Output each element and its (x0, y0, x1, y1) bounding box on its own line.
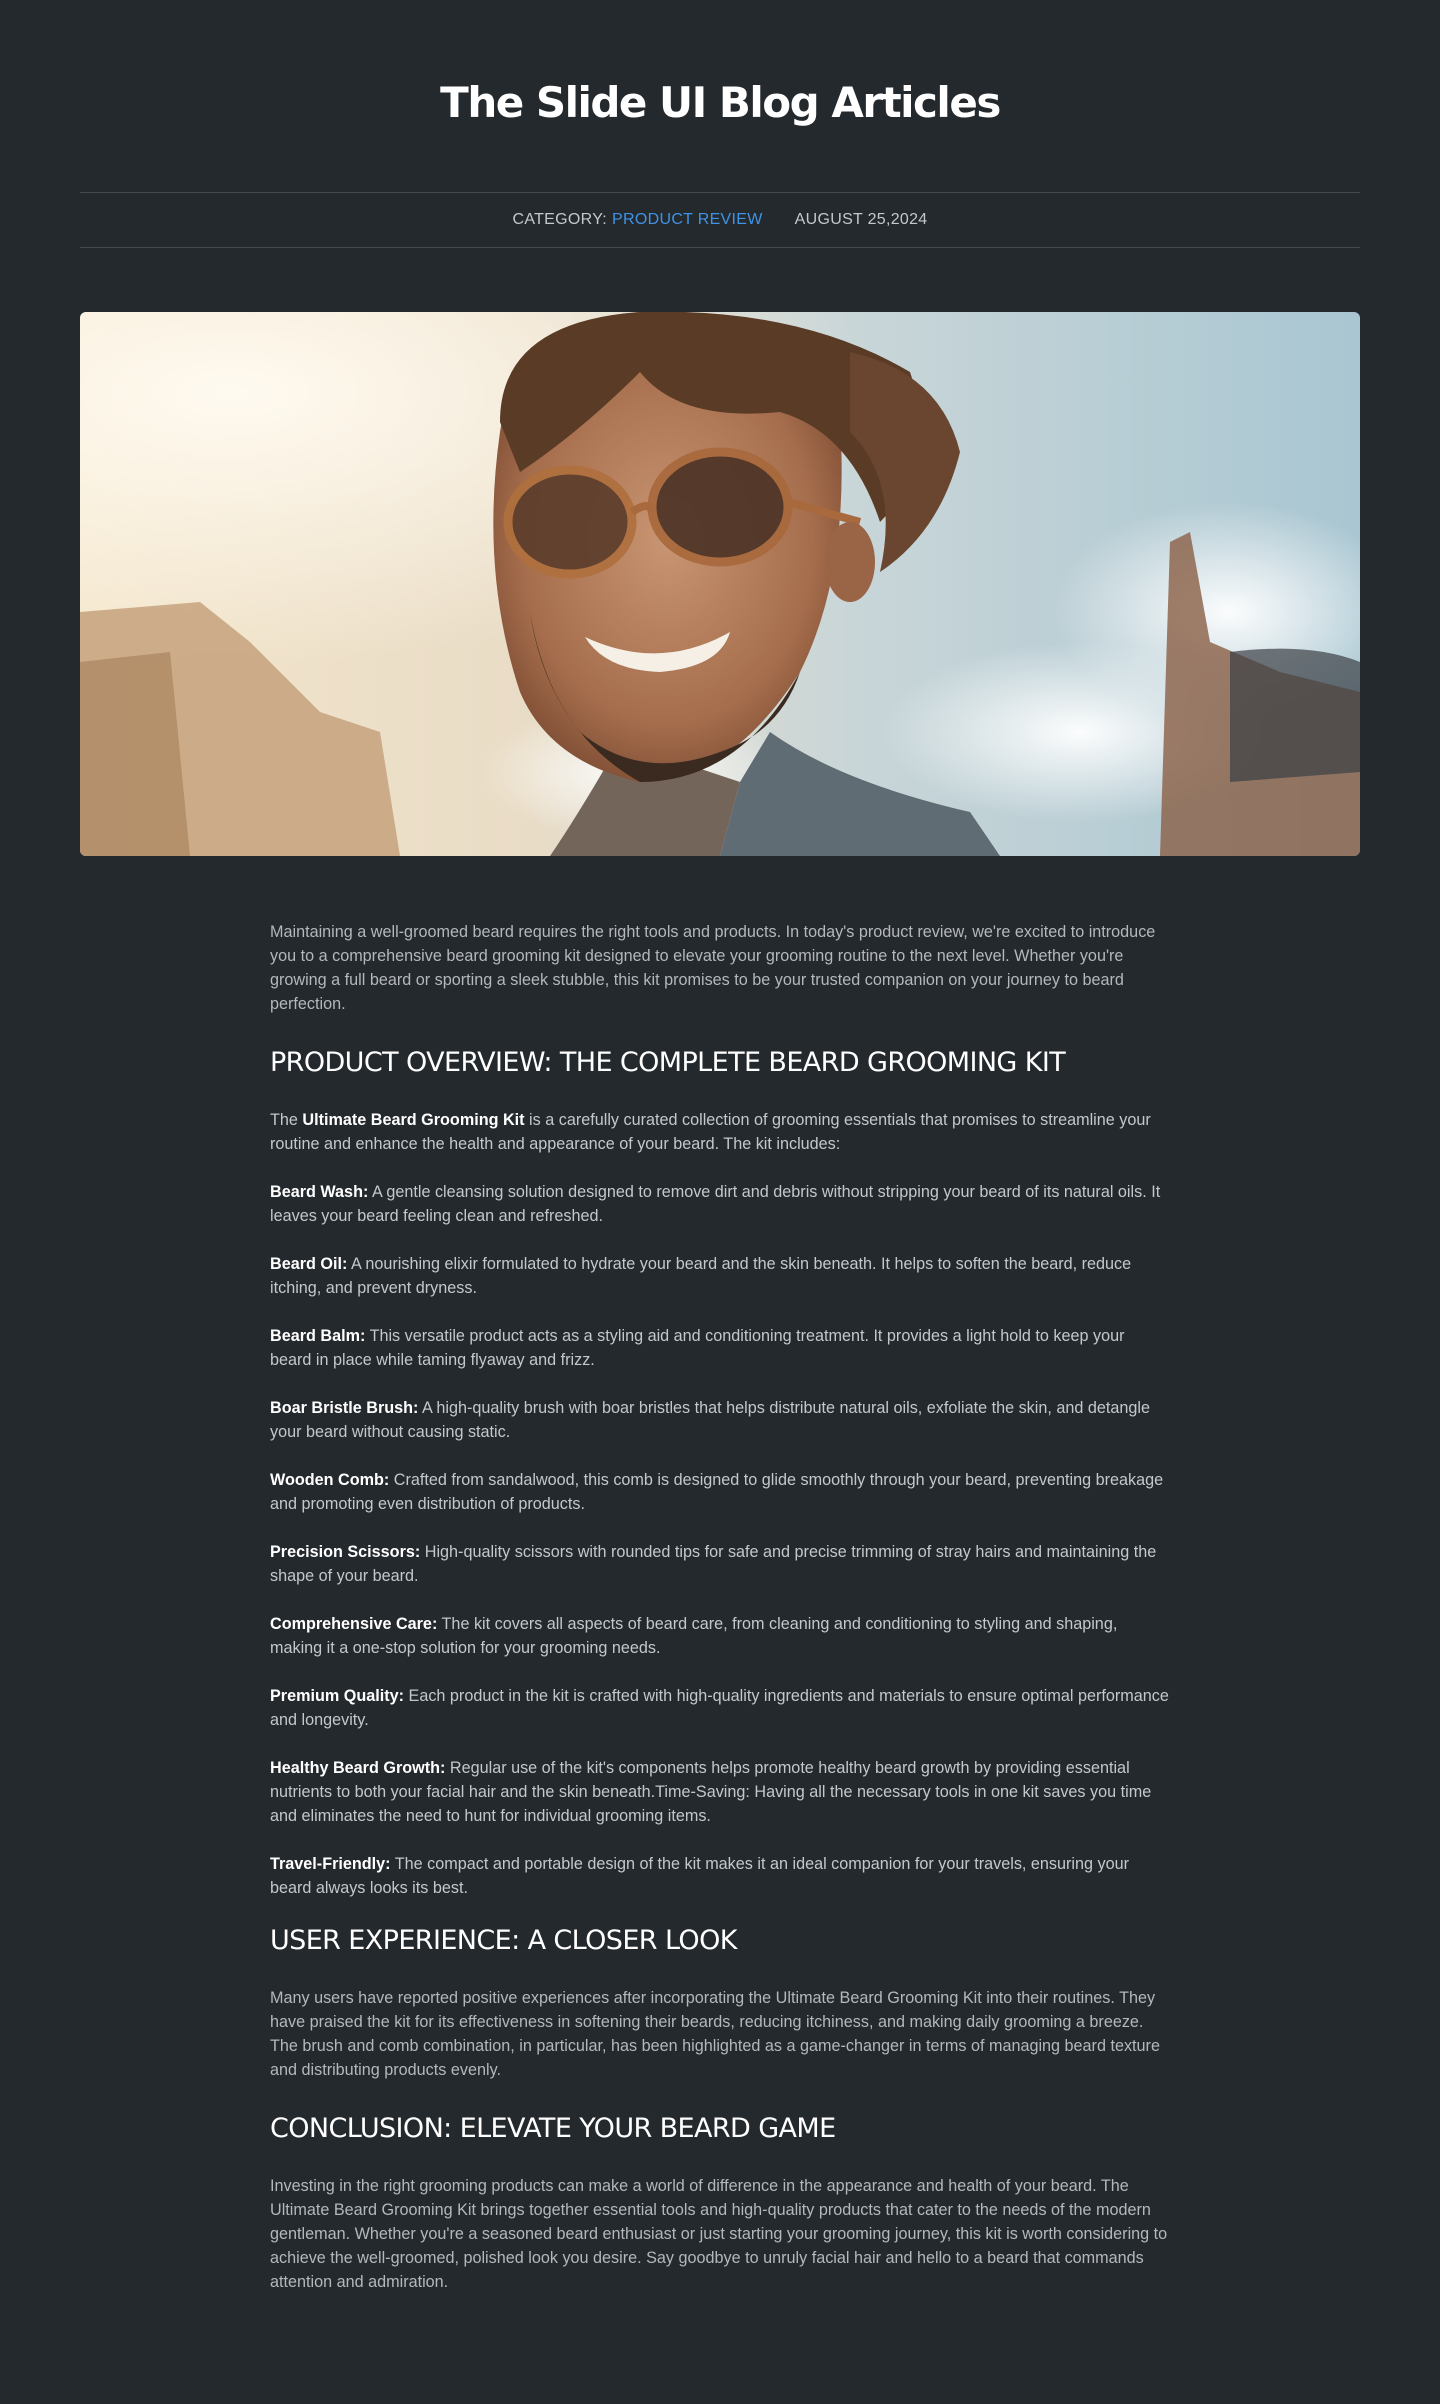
kit-item-title: Wooden Comb: (270, 1471, 390, 1489)
kit-item (270, 1252, 1170, 1300)
kit-items-list (270, 1180, 1170, 1900)
kit-item-text: High-quality scissors with rounded tips for safe and precise trimming of stray hairs and maintaining the shape of your beard. (270, 1543, 1157, 1585)
category-link[interactable]: PRODUCT REVIEW (612, 211, 763, 228)
conclusion-paragraph: Investing in the right grooming products can make a world of difference in the appearance and health of your beard. The Ultimate Beard Grooming Kit brings together essential tools and high-quality products that cater to the needs of the modern gentleman. Whether you're a seasoned beard enthusiast or just starting your grooming journey, this kit is worth considering to achieve the well-groomed, polished look you desire. Say goodbye to unruly facial hair and hello to a beard that commands attention and admiration. (270, 2177, 1168, 2291)
kit-item (270, 1180, 1170, 1228)
kit-item-text: Each product in the kit is crafted with high-quality ingredients and materials to ensure optimal performance and longevity. (270, 1687, 1169, 1729)
overview-lead-after: is a carefully curated collection of grooming essentials that promises to streamline your routine and enhance the health and appearance of your beard. The kit includes: (270, 1111, 1151, 1153)
kit-item-title: Beard Balm: (270, 1327, 366, 1345)
experience-heading: USER EXPERIENCE: A CLOSER LOOK (270, 1925, 737, 1956)
kit-item-title: Beard Wash: (270, 1183, 369, 1201)
kit-item-title: Boar Bristle Brush: (270, 1399, 419, 1417)
intro-paragraph: Maintaining a well-groomed beard requires the right tools and products. In today's product review, we're excited to introduce you to a comprehensive beard grooming kit designed to elevate your grooming routine to the next level. Whether you're growing a full beard or sporting a sleek stubble, this kit promises to be your trusted companion on your journey to beard perfection. (270, 923, 1156, 1013)
kit-item (270, 1540, 1170, 1588)
overview-lead-before: The (270, 1111, 303, 1129)
kit-item-title: Precision Scissors: (270, 1543, 421, 1561)
kit-item-title: Premium Quality: (270, 1687, 405, 1705)
kit-item (270, 1612, 1170, 1660)
kit-item-text: A gentle cleansing solution designed to remove dirt and debris without stripping your beard of its natural oils. It leaves your beard feeling clean and refreshed. (270, 1183, 1161, 1225)
publish-date: AUGUST 25,2024 (794, 211, 928, 228)
category-label: CATEGORY: (512, 211, 608, 228)
product-name: Ultimate Beard Grooming Kit (302, 1111, 525, 1129)
kit-item (270, 1468, 1170, 1516)
overview-heading: PRODUCT OVERVIEW: THE COMPLETE BEARD GROOMING KIT (270, 1047, 1066, 1078)
kit-item-text: The compact and portable design of the kit makes it an ideal companion for your travels, ensuring your beard always looks its best. (270, 1855, 1129, 1897)
article-body (270, 920, 1170, 2294)
kit-item-title: Comprehensive Care: (270, 1615, 438, 1633)
kit-item (270, 1852, 1170, 1900)
page-title: The Slide UI Blog Articles (440, 78, 1000, 127)
kit-item-text: Regular use of the kit's components helps promote healthy beard growth by providing essential nutrients to both your facial hair and the skin beneath.Time-Saving: Having all the necessary tools in one kit saves you time and eliminates the need to hunt for individual grooming items. (270, 1759, 1152, 1825)
kit-item-title: Travel-Friendly: (270, 1855, 391, 1873)
overview-lead (270, 1108, 1170, 1156)
article-meta-bar (80, 192, 1360, 248)
kit-item (270, 1324, 1170, 1372)
kit-item-title: Beard Oil: (270, 1255, 348, 1273)
kit-item-text: A high-quality brush with boar bristles that helps distribute natural oils, exfoliate the skin, and detangle your beard without causing static. (270, 1399, 1150, 1441)
kit-item (270, 1396, 1170, 1444)
experience-paragraph: Many users have reported positive experiences after incorporating the Ultimate Beard Grooming Kit into their routines. They have praised the kit for its effectiveness in softening their beards, reducing itchiness, and making daily grooming a breeze. The brush and comb combination, in particular, has been highlighted as a game-changer in terms of managing beard texture and distributing products evenly. (270, 1989, 1160, 2079)
hero-image (80, 312, 1360, 856)
kit-item-text: Crafted from sandalwood, this comb is designed to glide smoothly through your beard, preventing breakage and promoting even distribution of products. (270, 1471, 1164, 1513)
kit-item-title: Healthy Beard Growth: (270, 1759, 446, 1777)
kit-item (270, 1684, 1170, 1732)
kit-item (270, 1756, 1170, 1828)
kit-item-text: A nourishing elixir formulated to hydrate your beard and the skin beneath. It helps to soften the beard, reduce itching, and prevent dryness. (270, 1255, 1132, 1297)
hero-photo-illustration (80, 312, 1360, 856)
conclusion-heading: CONCLUSION: ELEVATE YOUR BEARD GAME (270, 2113, 836, 2144)
kit-item-text: This versatile product acts as a styling aid and conditioning treatment. It provides a light hold to keep your beard in place while taming flyaway and frizz. (270, 1327, 1125, 1369)
kit-item-text: The kit covers all aspects of beard care, from cleaning and conditioning to styling and shaping, making it a one-stop solution for your grooming needs. (270, 1615, 1118, 1657)
